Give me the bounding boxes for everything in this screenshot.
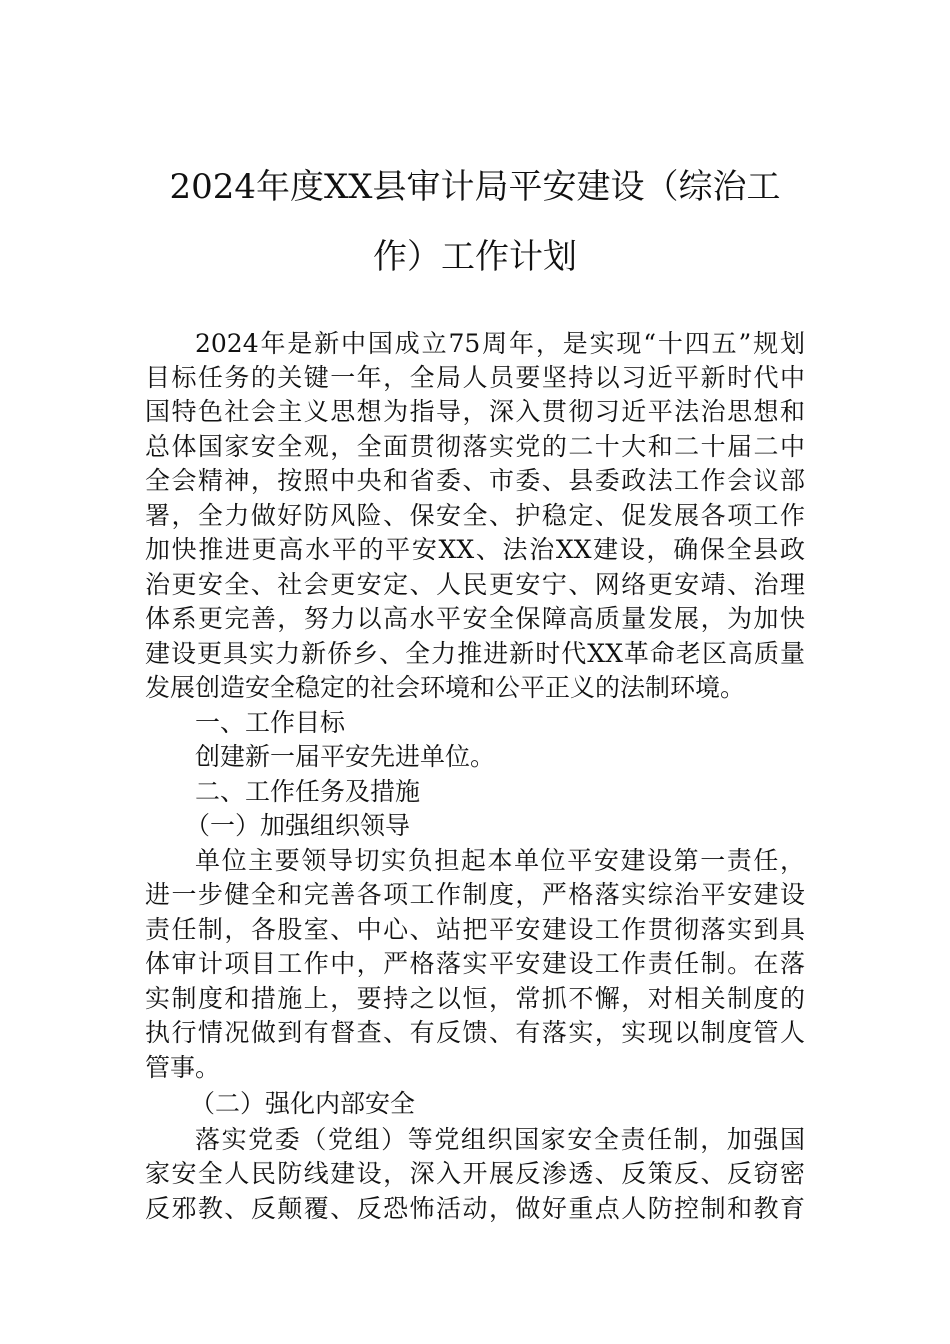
paragraph-2-line: 管事。 bbox=[145, 1053, 221, 1082]
paragraph-2-line: 责任制，各股室、中心、站把平安建设工作贯彻落实到具 bbox=[145, 915, 805, 944]
paragraph-1-line: 国特色社会主义思想为指导，深入贯彻习近平法治思想和 bbox=[145, 397, 805, 426]
paragraph-1-line: 建设更具实力新侨乡、全力推进新时代XX革命老区高质量 bbox=[145, 639, 805, 668]
paragraph-3-line: 落实党委（党组）等党组织国家安全责任制，加强国 bbox=[195, 1125, 805, 1154]
paragraph-1-line: 体系更完善，努力以高水平安全保障高质量发展，为加快 bbox=[145, 604, 805, 633]
paragraph-2-line: 实制度和措施上，要持之以恒，常抓不懈，对相关制度的 bbox=[145, 984, 805, 1013]
section-heading-goals: 一、工作目标 bbox=[195, 708, 346, 737]
paragraph-3-line: 家安全人民防线建设，深入开展反渗透、反策反、反窃密 bbox=[145, 1159, 805, 1188]
paragraph-1-line: 署，全力做好防风险、保安全、护稳定、促发展各项工作 bbox=[145, 501, 805, 530]
paragraph-2-line: 进一步健全和完善各项工作制度，严格落实综治平安建设 bbox=[145, 880, 805, 909]
paragraph-1-line: 全会精神，按照中央和省委、市委、县委政法工作会议部 bbox=[145, 466, 805, 495]
paragraph-1-line: 加快推进更高水平的平安XX、法治XX建设，确保全县政 bbox=[145, 535, 805, 564]
paragraph-1-line: 2024年是新中国成立75周年，是实现“十四五”规划 bbox=[195, 329, 805, 358]
paragraph-1-line: 总体国家安全观，全面贯彻落实党的二十大和二十届二中 bbox=[145, 432, 805, 461]
paragraph-3-line: 反邪教、反颠覆、反恐怖活动，做好重点人防控制和教育 bbox=[145, 1194, 805, 1223]
paragraph-1-line: 治更安全、社会更安定、人民更安宁、网络更安靖、治理 bbox=[145, 570, 805, 599]
paragraph-1-line: 目标任务的关键一年，全局人员要坚持以习近平新时代中 bbox=[145, 363, 805, 392]
goal-text: 创建新一届平安先进单位。 bbox=[195, 742, 496, 771]
paragraph-2-line: 执行情况做到有督查、有反馈、有落实，实现以制度管人 bbox=[145, 1018, 805, 1047]
subsection-heading-organization: （一）加强组织领导 bbox=[185, 811, 411, 840]
document-title-line-1: 2024年度XX县审计局平安建设（综治工 bbox=[169, 167, 781, 207]
paragraph-2-line: 体审计项目工作中，严格落实平安建设工作责任制。在落 bbox=[145, 949, 805, 978]
section-heading-tasks: 二、工作任务及措施 bbox=[195, 777, 421, 806]
subsection-heading-internal-security: （二）强化内部安全 bbox=[190, 1089, 416, 1118]
paragraph-2-line: 单位主要领导切实负担起本单位平安建设第一责任， bbox=[195, 846, 805, 875]
document-title-line-2: 作）工作计划 bbox=[373, 237, 577, 277]
paragraph-1-line: 发展创造安全稳定的社会环境和公平正义的法制环境。 bbox=[145, 673, 746, 702]
